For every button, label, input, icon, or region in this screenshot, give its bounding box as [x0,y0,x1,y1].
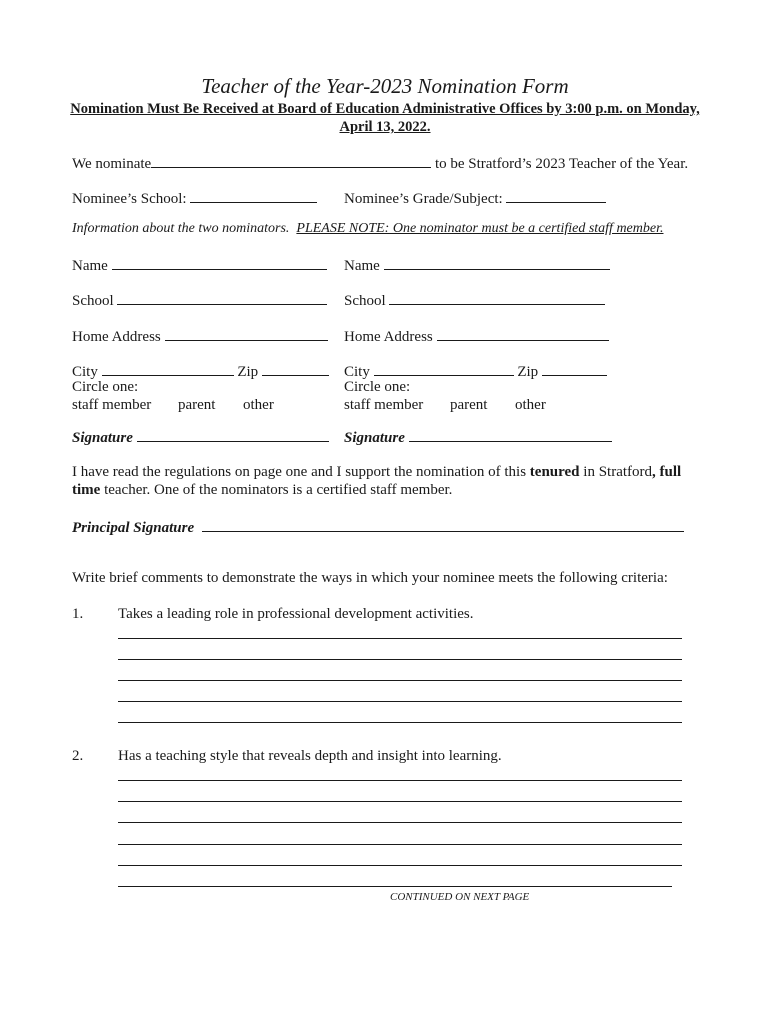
criterion2-answer-line[interactable] [118,865,682,866]
nominator2-city-field[interactable] [374,361,514,376]
nominator1-city-label: City [72,364,98,380]
criterion1-answer-line[interactable] [118,680,682,681]
criterion2-number: 2. [72,748,84,764]
nominee-name-field[interactable] [151,153,431,168]
nominator2-name-field[interactable] [384,255,610,270]
criterion1-number: 1. [72,606,84,622]
principal-signature-label: Principal Signature [72,520,195,536]
nominator1-option-parent[interactable]: parent [178,397,216,413]
nominator1-school-field[interactable] [117,290,327,305]
nominator1-school-label: School [72,293,114,309]
form-title: Teacher of the Year-2023 Nomination Form [201,74,569,98]
nominator1-address-field[interactable] [165,326,328,341]
nominator2-circle-label: Circle one: [344,379,411,395]
nominator1-city-field[interactable] [102,361,234,376]
criterion2-answer-line[interactable] [118,844,682,845]
nominate-suffix: to be Stratford’s 2023 Teacher of the Year. [434,156,689,172]
nominator1-name-row [72,255,327,275]
nominator1-zip-label: Zip [237,364,259,380]
nominator2-city-label: City [344,364,370,380]
nominator-info-note [72,221,663,237]
nominator1-address-label: Home Address [72,329,161,345]
nominator2-option-staff[interactable]: staff member [344,397,424,413]
statement-part2: in Stratford [579,464,653,480]
nominator1-signature-label: Signature [72,430,133,446]
criterion1-answer-line[interactable] [118,659,682,660]
nominee-grade-label: Nominee’s Grade/Subject: [344,191,503,207]
statement-bold-fulltime: , full time [72,464,682,498]
nominator2-zip-field[interactable] [542,361,607,376]
criterion2-answer-line[interactable] [118,780,682,781]
continued-footer: CONTINUED ON NEXT PAGE [390,891,530,903]
nominator2-city-row [344,361,607,381]
criterion1-answer-line[interactable] [118,701,682,702]
nominee-school-field[interactable] [190,188,317,203]
nominator1-circle-label: Circle one: [72,379,139,395]
criterion2-answer-line[interactable] [118,886,672,887]
info-note-text: Information about the two nominators. [72,221,290,236]
nominator1-name-field[interactable] [112,255,327,270]
principal-signature-field[interactable] [202,517,684,532]
statement-part3: teacher. One of the nominators is a certified staff member. [100,482,453,498]
criterion1-answer-line[interactable] [118,638,682,639]
principal-signature-row [72,517,684,537]
nominee-grade-row [344,188,606,208]
nominator2-address-label: Home Address [344,329,433,345]
nominator2-school-field[interactable] [389,290,605,305]
nominator1-city-row [72,361,329,381]
criterion1-text: Takes a leading role in professional development activities. [118,606,474,622]
info-note-emphasis: PLEASE NOTE: One nominator must be a certified staff member. [296,221,664,236]
nominator1-option-staff[interactable]: staff member [72,397,152,413]
nominator2-address-field[interactable] [437,326,609,341]
nominee-grade-field[interactable] [506,188,606,203]
form-subtitle: Nomination Must Be Received at Board of Education Administrative Offices by 3:00 p.m. on Monday, April 13, 2022. [70,101,700,135]
nominate-prefix: We nominate [72,156,152,172]
nominator1-zip-field[interactable] [262,361,329,376]
nominator1-name-label: Name [72,258,108,274]
nominator1-signature-row [72,427,329,447]
nominator1-signature-field[interactable] [137,427,329,442]
nominator2-signature-label: Signature [344,430,405,446]
nominator2-school-row [344,290,605,310]
nominator2-name-row [344,255,610,275]
nominator2-signature-row [344,427,612,447]
nominator1-option-other[interactable]: other [243,397,274,413]
criterion2-text: Has a teaching style that reveals depth and insight into learning. [118,748,502,764]
nominator2-name-label: Name [344,258,380,274]
support-statement [72,463,702,499]
nominator1-school-row [72,290,327,310]
nominator2-signature-field[interactable] [409,427,612,442]
nominator2-option-parent[interactable]: parent [450,397,488,413]
nominator2-zip-label: Zip [517,364,539,380]
criterion2-answer-line[interactable] [118,822,682,823]
nominate-row [72,153,688,173]
criterion1-answer-line[interactable] [118,722,682,723]
nominator2-school-label: School [344,293,386,309]
nominator1-address-row [72,326,328,346]
nominee-school-label: Nominee’s School: [72,191,187,207]
criterion2-answer-line[interactable] [118,801,682,802]
criteria-intro: Write brief comments to demonstrate the ways in which your nominee meets the following criteria: [72,570,668,586]
nominator2-option-other[interactable]: other [515,397,546,413]
nominee-school-row [72,188,317,208]
nominator2-address-row [344,326,609,346]
statement-bold-tenured: tenured [529,464,580,480]
statement-part1: I have read the regulations on page one and I support the nomination of this [72,464,530,480]
